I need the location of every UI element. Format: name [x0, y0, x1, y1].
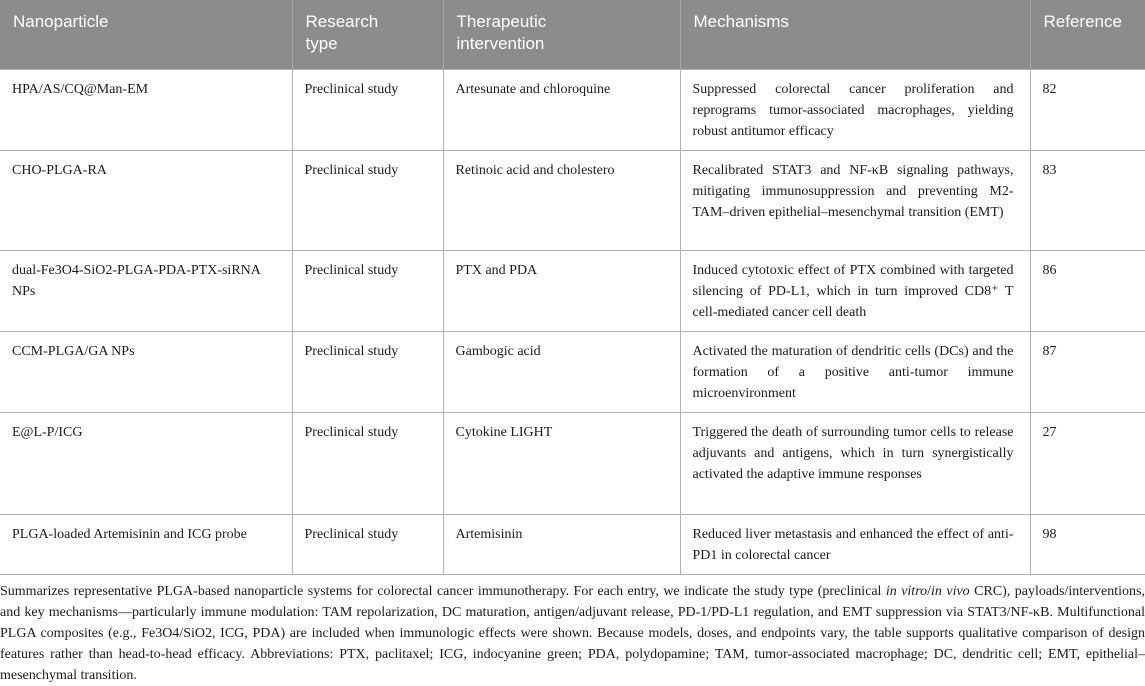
header-row: [0, 0, 1145, 69]
cell-mechanisms: Activated the maturation of dendritic cells (DCs) and the formation of a positive anti-tumor immune microenvironment: [680, 331, 1030, 412]
table-row: [0, 331, 1145, 412]
cell-research-type: Preclinical study: [292, 412, 443, 514]
cell-nanoparticle: CCM-PLGA/GA NPs: [0, 331, 292, 412]
table-row: [0, 69, 1145, 150]
col-header-therapeutic-intervention: Therapeutic intervention: [443, 0, 680, 69]
table-row: [0, 150, 1145, 250]
table-body: [0, 69, 1145, 574]
table-row: [0, 412, 1145, 514]
table-footnote: Summarizes representative PLGA-based nanoparticle systems for colorectal cancer immunotherapy. For each entry, we indicate the study type (preclinical in vitro/in vivo CRC), payloads/interventions, and key mechanisms—particularly immune modulation: TAM repolarization, DC maturation, antigen/adjuvant release, PD-1/PD-L1 regulation, and EMT suppression via STAT3/NF-κB. Multifunctional PLGA composites (e.g., Fe3O4/SiO2, ICG, PDA) are included when immunologic effects were shown. Because models, doses, and endpoints vary, the table supports qualitative comparison of design features rather than head-to-head efficacy. Abbreviations: PTX, paclitaxel; ICG, indocyanine green; PDA, polydopamine; TAM, tumor-associated macrophage; DC, dendritic cell; EMT, epithelial–mesenchymal transition.: [0, 583, 1145, 683]
col-header-reference: Reference: [1030, 0, 1145, 69]
cell-therapeutic-intervention: Gambogic acid: [443, 331, 680, 412]
cell-research-type: Preclinical study: [292, 69, 443, 150]
cell-mechanisms: Recalibrated STAT3 and NF-κB signaling pathways, mitigating immunosuppression and preventing M2-TAM–driven epithelial–mesenchymal transition (EMT): [680, 150, 1030, 250]
cell-nanoparticle: CHO-PLGA-RA: [0, 150, 292, 250]
table-row: [0, 514, 1145, 574]
cell-reference: 83: [1030, 150, 1145, 250]
cell-reference: 87: [1030, 331, 1145, 412]
cell-therapeutic-intervention: PTX and PDA: [443, 250, 680, 331]
cell-mechanisms: Induced cytotoxic effect of PTX combined with targeted silencing of PD-L1, which in turn improved CD8⁺ T cell-mediated cancer cell death: [680, 250, 1030, 331]
cell-therapeutic-intervention: Retinoic acid and cholestero: [443, 150, 680, 250]
cell-mechanisms: Reduced liver metastasis and enhanced the effect of anti-PD1 in colorectal cancer: [680, 514, 1030, 574]
table-header: [0, 0, 1145, 69]
cell-research-type: Preclinical study: [292, 514, 443, 574]
cell-nanoparticle: dual-Fe3O4-SiO2-PLGA-PDA-PTX-siRNA NPs: [0, 250, 292, 331]
cell-reference: 82: [1030, 69, 1145, 150]
cell-therapeutic-intervention: Artemisinin: [443, 514, 680, 574]
cell-reference: 86: [1030, 250, 1145, 331]
col-header-mechanisms: Mechanisms: [680, 0, 1030, 69]
table-row: [0, 250, 1145, 331]
cell-research-type: Preclinical study: [292, 331, 443, 412]
cell-nanoparticle: PLGA-loaded Artemisinin and ICG probe: [0, 514, 292, 574]
cell-reference: 98: [1030, 514, 1145, 574]
cell-research-type: Preclinical study: [292, 150, 443, 250]
col-header-nanoparticle: Nanoparticle: [0, 0, 292, 69]
cell-reference: 27: [1030, 412, 1145, 514]
cell-mechanisms: Triggered the death of surrounding tumor cells to release adjuvants and antigens, which in turn synergistically activated the adaptive immune responses: [680, 412, 1030, 514]
cell-research-type: Preclinical study: [292, 250, 443, 331]
cell-therapeutic-intervention: Artesunate and chloroquine: [443, 69, 680, 150]
col-header-research-type: Research type: [292, 0, 443, 69]
cell-therapeutic-intervention: Cytokine LIGHT: [443, 412, 680, 514]
cell-mechanisms: Suppressed colorectal cancer proliferation and reprograms tumor-associated macrophages, yielding robust antitumor efficacy: [680, 69, 1030, 150]
cell-nanoparticle: HPA/AS/CQ@Man-EM: [0, 69, 292, 150]
cell-nanoparticle: E@L-P/ICG: [0, 412, 292, 514]
